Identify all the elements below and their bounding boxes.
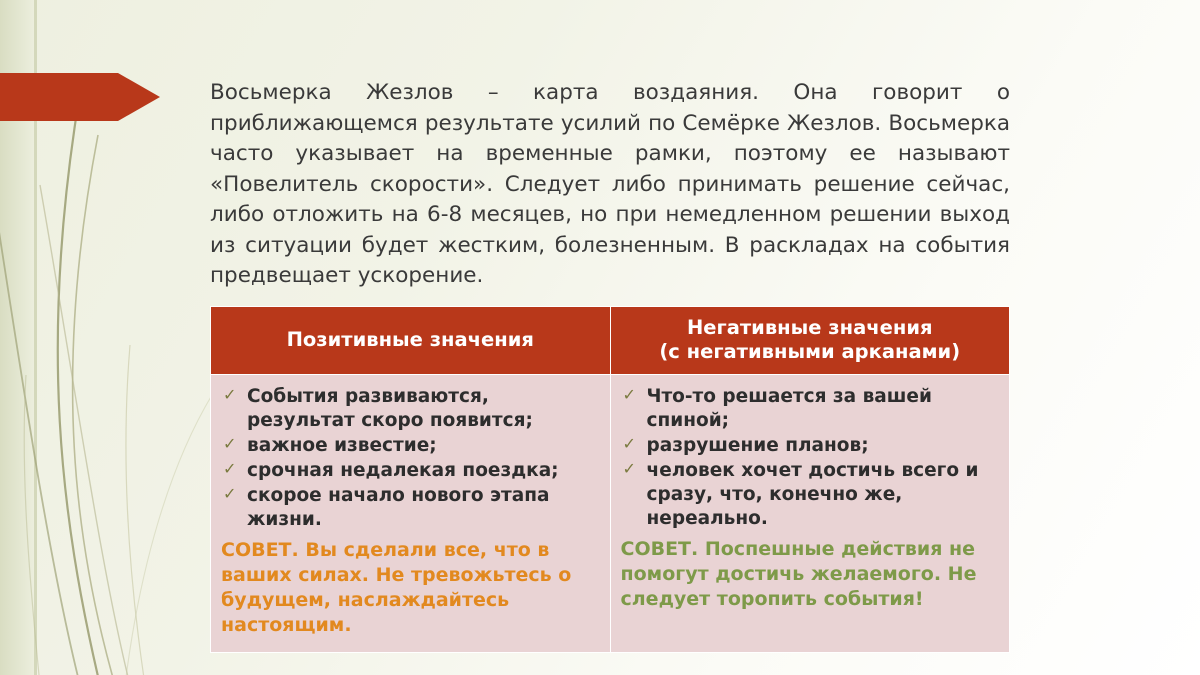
table-body-row [211, 374, 1010, 653]
table-header-positive: Позитивные значения [211, 307, 611, 375]
negative-list [621, 385, 1000, 531]
table-header-row [211, 307, 1010, 375]
positive-list [221, 385, 600, 532]
list-item [221, 434, 600, 458]
list-item-label: скорое начало нового этапа жизни. [247, 484, 550, 530]
accent-chevron-shape [0, 73, 160, 121]
meanings-table [210, 306, 1010, 653]
list-item-label: срочная недалекая поездка; [247, 459, 559, 481]
check-icon: ✓ [622, 433, 636, 453]
positive-advice: СОВЕТ. Вы сделали все, что в ваших силах. Не тревожьтесь о будущем, наслаждайтесь настоящим. [221, 538, 572, 637]
check-icon: ✓ [622, 458, 636, 478]
list-item-label: важное известие; [247, 434, 437, 456]
list-item-label: человек хочет достичь всего и сразу, что, конечно же, нереально. [646, 459, 979, 529]
table-header-negative-line2: (с негативными арканами) [659, 339, 961, 363]
table-cell-positive [211, 374, 611, 653]
list-item [621, 459, 1000, 531]
list-item-label: События развиваются, результат скоро появится; [247, 385, 533, 431]
table-header-negative-line1: Негативные значения [686, 316, 933, 339]
check-icon: ✓ [223, 458, 237, 478]
list-item [221, 385, 600, 433]
list-item-label: разрушение планов; [646, 434, 869, 456]
check-icon: ✓ [622, 384, 636, 404]
list-item [221, 459, 600, 483]
table-cell-negative [610, 374, 1010, 653]
check-icon: ✓ [223, 433, 237, 453]
check-icon: ✓ [223, 483, 237, 503]
list-item [621, 385, 1000, 433]
check-icon: ✓ [223, 384, 237, 404]
table-header-negative [610, 307, 1010, 375]
negative-advice: СОВЕТ. Поспешные действия не помогут достичь желаемого. Не следует торопить события! [620, 537, 977, 610]
list-item-label: Что-то решается за вашей спиной; [646, 385, 932, 431]
list-item [221, 484, 600, 532]
list-item [621, 434, 1000, 458]
body-paragraph: Восьмерка Жезлов – карта воздаяния. Она говорит о приближающемся результате усилий по Семёрке Жезлов. Восьмерка часто указывает на временные рамки, поэтому ее называют «Повелитель скорости». Следует либо принимать решение сейчас, либо отложить на 6-8 месяцев, но при немедленном решении выход из ситуации будет жестким, болезненным. В раскладах на события предвещает ускорение. [210, 80, 1010, 289]
